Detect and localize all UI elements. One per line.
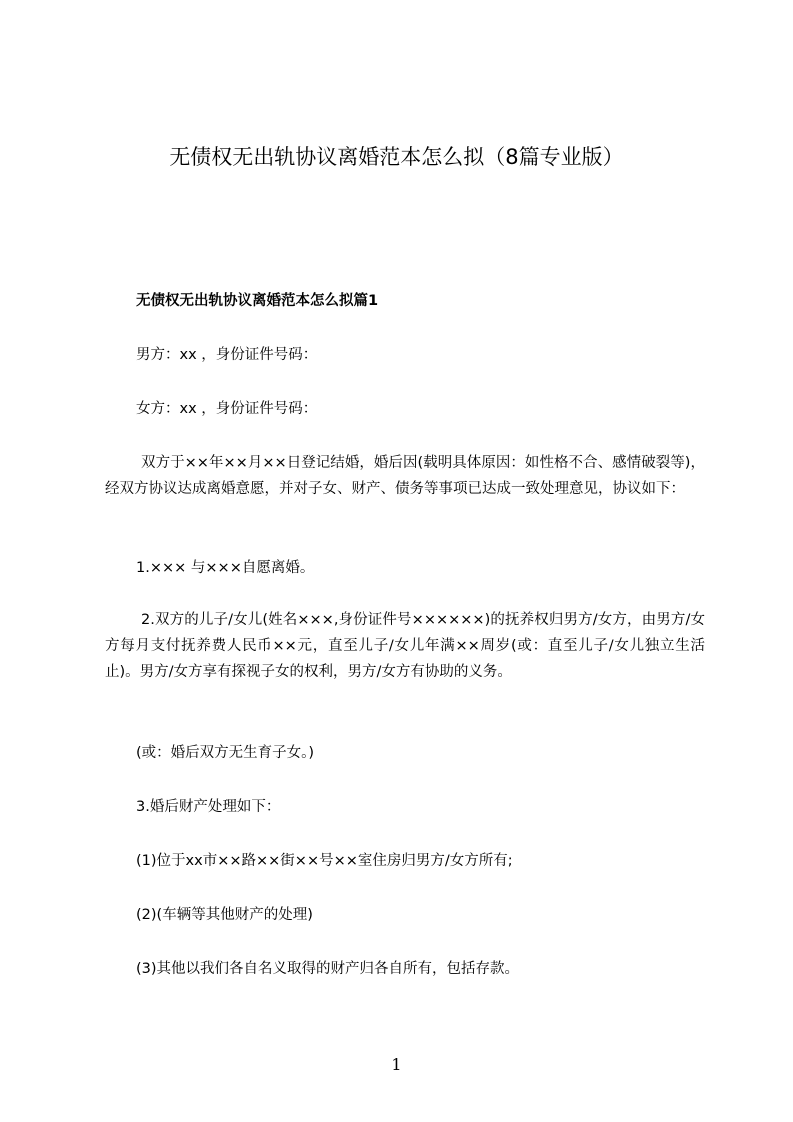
agreement-item-3-1: (1)位于xx市××路××街××号××室住房归男方/女方所有;	[136, 853, 513, 869]
male-party-line: 男方：xx ，身份证件号码：	[136, 347, 318, 363]
intro-paragraph	[105, 450, 705, 502]
intro-paragraph-text: 双方于××年××月××日登记结婚，婚后因(载明具体原因：如性格不合、感情破裂等)，经双方协议达成离婚意愿，并对子女、财产、债务等事项已达成一致处理意见，协议如下：	[105, 455, 705, 497]
section-heading: 无债权无出轨协议离婚范本怎么拟篇1	[136, 293, 379, 309]
agreement-item-3-2: (2)(车辆等其他财产的处理)	[136, 907, 313, 923]
agreement-item-2-text: 2.双方的儿子/女儿(姓名×××,身份证件号××××××)的抚养权归男方/女方，由男方/女方每月支付抚养费人民币××元，直至儿子/女儿年满××周岁(或：直至儿子/女儿独立生活止)。男方/女方享有探视子女的权利，男方/女方有协助的义务。	[105, 612, 705, 680]
page-number: 1	[391, 1055, 402, 1074]
agreement-item-2	[105, 607, 705, 685]
agreement-item-1: 1.××× 与×××自愿离婚。	[136, 560, 315, 576]
female-party-line: 女方：xx ，身份证件号码：	[136, 401, 318, 417]
agreement-item-3-3: (3)其他以我们各自名义取得的财产归各自所有，包括存款。	[136, 961, 520, 977]
document-title: 无债权无出轨协议离婚范本怎么拟（8篇专业版）	[169, 145, 624, 169]
agreement-item-2-alternative: (或：婚后双方无生育子女。)	[136, 745, 315, 761]
agreement-item-3: 3.婚后财产处理如下：	[136, 799, 281, 815]
